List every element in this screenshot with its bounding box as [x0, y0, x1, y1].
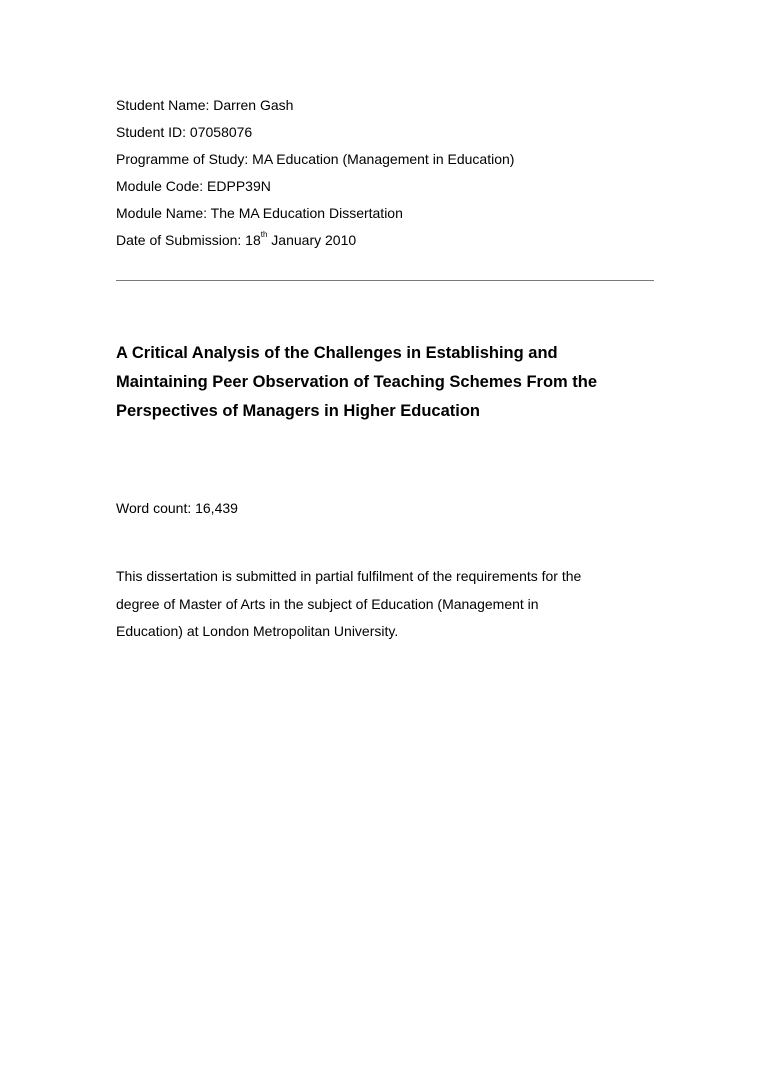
dissertation-title [116, 339, 696, 426]
statement-line-2: degree of Master of Arts in the subject of Education (Management in [116, 595, 539, 612]
submission-date-ordinal: th [260, 230, 268, 240]
date-of-submission [116, 227, 676, 254]
submission-date-rest: January 2010 [267, 232, 357, 248]
horizontal-divider [116, 280, 654, 281]
title-line-1: A Critical Analysis of the Challenges in Establishing and [116, 344, 558, 362]
title-line-2: Maintaining Peer Observation of Teaching Schemes From the [116, 373, 598, 391]
word-count: Word count: 16,439 [116, 500, 238, 516]
submission-date-prefix: Date of Submission: 18 [116, 232, 261, 248]
student-id: Student ID: 07058076 [116, 124, 253, 140]
submission-statement [116, 563, 716, 646]
title-line-3: Perspectives of Managers in Higher Education [116, 402, 481, 420]
student-name: Student Name: Darren Gash [116, 97, 294, 113]
module-code: Module Code: EDPP39N [116, 178, 271, 194]
submission-details [116, 92, 676, 254]
programme-of-study: Programme of Study: MA Education (Management in Education) [116, 151, 515, 167]
statement-line-3: Education) at London Metropolitan University. [116, 623, 399, 639]
statement-line-1: This dissertation is submitted in partial fulfilment of the requirements for the [116, 568, 582, 584]
module-name: Module Name: The MA Education Dissertation [116, 205, 403, 221]
